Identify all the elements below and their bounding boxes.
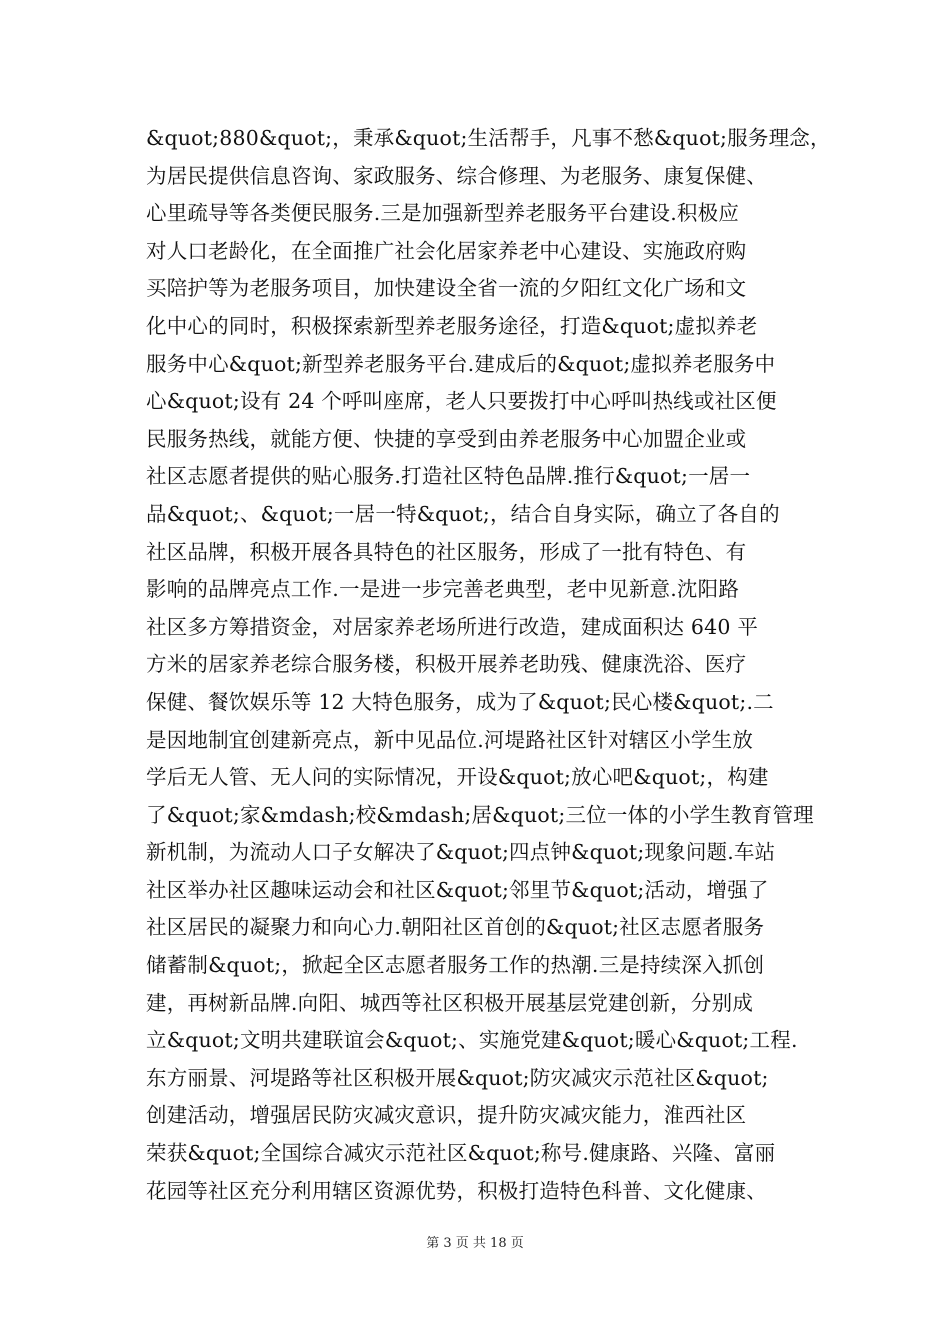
text-line: 立&quot;文明共建联谊会&quot;、实施党建&quot;暖心&quot;工程. <box>146 1028 798 1053</box>
text-line: 东方丽景、河堤路等社区积极开展&quot;防灾减灾示范社区&quot; <box>146 1065 769 1090</box>
text-line: 影响的品牌亮点工作.一是进一步完善老典型，老中见新意.沈阳路 <box>146 577 740 602</box>
text-line: 对人口老龄化，在全面推广社会化居家养老中心建设、实施政府购 <box>146 238 747 263</box>
text-line: 心里疏导等各类便民服务.三是加强新型养老服务平台建设.积极应 <box>146 201 740 226</box>
text-line: 保健、餐饮娱乐等 12 大特色服务，成为了&quot;民心楼&quot;.二 <box>146 689 774 714</box>
text-line: 了&quot;家&mdash;校&mdash;居&quot;三位一体的小学生教育管理 <box>146 802 814 827</box>
text-line: 荣获&quot;全国综合减灾示范社区&quot;称号.健康路、兴隆、富丽 <box>146 1141 776 1166</box>
text-line: 化中心的同时，积极探索新型养老服务途径，打造&quot;虚拟养老 <box>146 313 758 338</box>
text-line: 学后无人管、无人问的实际情况，开设&quot;放心吧&quot;，构建 <box>146 765 769 790</box>
text-line: 是因地制宜创建新亮点，新中见品位.河堤路社区针对辖区小学生放 <box>146 727 754 752</box>
text-line: 创建活动，增强居民防灾减灾意识，提升防灾减灾能力，淮西社区 <box>146 1103 747 1128</box>
page-number-footer: 第 3 页 共 18 页 <box>426 1236 524 1251</box>
text-line: 新机制，为流动人口子女解决了&quot;四点钟&quot;现象问题.车站 <box>146 840 776 865</box>
text-line: 心&quot;设有 24 个呼叫座席，老人只要拨打中心呼叫热线或社区便 <box>146 389 777 414</box>
text-line: 建，再树新品牌.向阳、城西等社区积极开展基层党建创新，分别成 <box>146 990 754 1015</box>
text-line: 社区志愿者提供的贴心服务.打造社区特色品牌.推行&quot;一居一 <box>146 464 751 489</box>
text-line: 买陪护等为老服务项目，加快建设全省一流的夕阳红文化广场和文 <box>146 276 747 301</box>
text-line: 为居民提供信息咨询、家政服务、综合修理、为老服务、康复保健、 <box>146 163 767 188</box>
text-line: 花园等社区充分利用辖区资源优势，积极打造特色科普、文化健康、 <box>146 1178 767 1203</box>
body-text <box>146 120 846 1210</box>
text-line: 品&quot;、&quot;一居一特&quot;，结合自身实际，确立了各自的 <box>146 501 780 526</box>
text-line: 社区品牌，积极开展各具特色的社区服务，形成了一批有特色、有 <box>146 539 747 564</box>
text-line: 方米的居家养老综合服务楼，积极开展养老助残、健康洗浴、医疗 <box>146 652 747 677</box>
text-line: 储蓄制&quot;，掀起全区志愿者服务工作的热潮.三是持续深入抓创 <box>146 953 765 978</box>
text-line: 社区举办社区趣味运动会和社区&quot;邻里节&quot;活动，增强了 <box>146 877 769 902</box>
text-line: 服务中心&quot;新型养老服务平台.建成后的&quot;虚拟养老服务中 <box>146 351 776 376</box>
text-line: 民服务热线，就能方便、快捷的享受到由养老服务中心加盟企业或 <box>146 426 747 451</box>
text-line: 社区居民的凝聚力和向心力.朝阳社区首创的&quot;社区志愿者服务 <box>146 915 765 940</box>
text-line: 社区多方筹措资金，对居家养老场所进行改造，建成面积达 640 平 <box>146 614 759 639</box>
text-line: &quot;880&quot;，秉承&quot;生活帮手，凡事不愁&quot;服务理念， <box>146 126 831 150</box>
